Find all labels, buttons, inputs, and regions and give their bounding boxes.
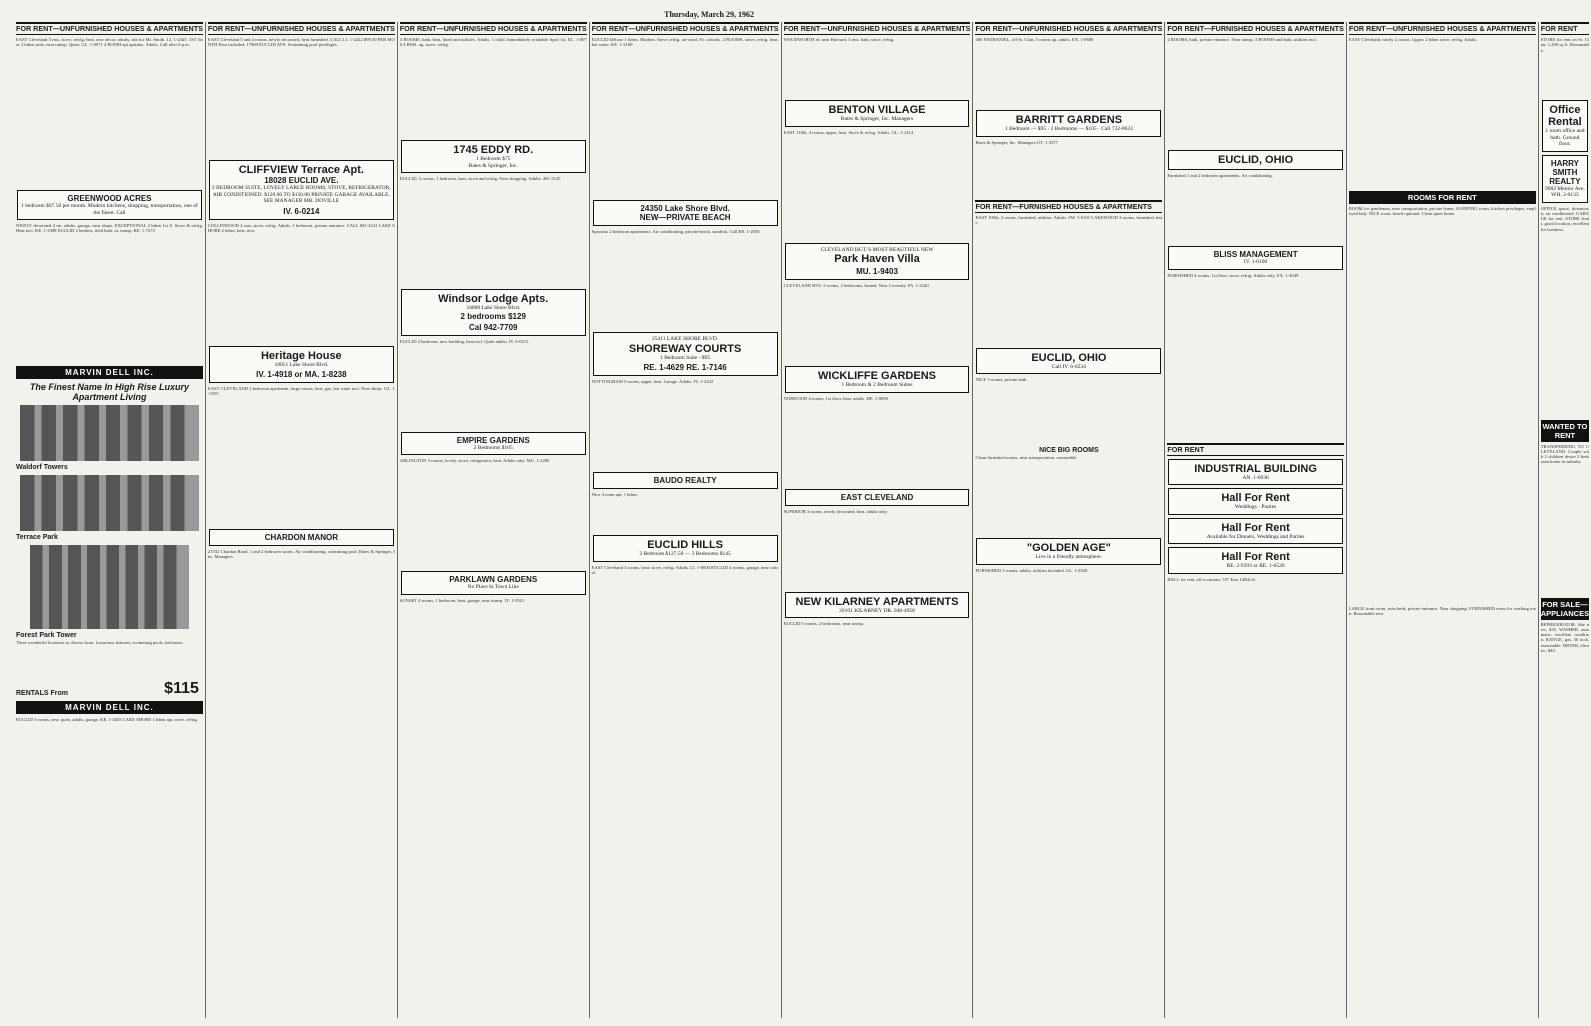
ad-title: CLIFFVIEW Terrace Apt.	[238, 164, 364, 176]
section-header: WANTED TO RENT	[1542, 421, 1588, 440]
listing-text: EUCLID, 3 rooms, 1 bedroom, heat, stove and refrig. Near shopping. Adults. 481-5120	[399, 176, 561, 181]
listing-text: EUCLID Deluxe 1 bdrm. Modern. Stove refrig. air-cond. Nr. schools. 2 ROOMS, stove, refrig. heat, hot water. KE. 1-3100	[591, 37, 779, 48]
listing-text: SUPERIOR 3 rooms, newly decorated, heat, adults only.	[783, 508, 888, 514]
listing-text: TRANSFERRING TO CLEVELAND. Couple with 2 children desire 3 bedroom home in suburbs.	[1540, 443, 1590, 465]
ad-title: EMPIRE GARDENS	[456, 435, 530, 445]
section-header: FOR RENT—FURNISHED HOUSES & APARTMENTS	[975, 200, 1162, 213]
ad-title: BAUDO REALTY	[653, 476, 717, 485]
listing-text: CLEVELAND HTS. 5 rooms, 2 bedrooms, heated. Near Coventry. FA. 1-2240	[783, 283, 929, 288]
ad-title: Windsor Lodge Apts.	[438, 293, 549, 305]
section-header: FOR RENT—UNFURNISHED HOUSES & APARTMENTS	[783, 24, 971, 33]
hall-ad-1: Hall For Rent Weddings · Parties	[1168, 488, 1343, 515]
greenwood-ad: GREENWOOD ACRES 1 bedroom $97.50 per month. Modern kitchens, shopping, transportation, one of the finest. Call	[17, 190, 202, 220]
ad-phone: IV. 6-0214	[283, 206, 320, 216]
windsor-ad	[401, 289, 586, 336]
lakeshore-24350-ad	[593, 200, 778, 226]
listing-text: LARGE front room, twin beds, private entrance. Near shopping. FURNISHED room for working man. Reasonable rent.	[1348, 606, 1536, 617]
park-haven-ad	[785, 243, 970, 281]
ad-title: HARRY SMITH REALTY	[1549, 158, 1581, 186]
listing-text: HALL for rent, all occasions, 537 East 140th St.	[1167, 576, 1257, 582]
ad-phone: Cal 942-7709	[468, 322, 518, 332]
column-8	[1347, 22, 1539, 1018]
ad-phone: IV. 1-4918 or MA. 1-8238	[256, 370, 347, 379]
nice-big-rooms: NICE BIG ROOMS	[1039, 447, 1099, 454]
ad-address: 18051 Lake Shore Blvd.	[274, 361, 329, 368]
ad-manager: SEE MANAGER MR. DOVILLE	[263, 198, 340, 204]
listing-text: EAST Cleveland, nicely 2 rooms. Upper. 2 bdrm stove, refrig. Adults.	[1348, 37, 1478, 42]
ad-title: BENTON VILLAGE	[828, 104, 926, 116]
caption: Waldorf Towers	[16, 464, 68, 471]
ad-address: 34800 Lake Shore Blvd.	[466, 305, 521, 311]
column-1	[14, 22, 206, 1018]
ad-body: 2 BEDROOM SUITE, LOVELY LARGE ROOMS, STOVE, REFRIGERATOR, AIR CONDITIONED. $120.00 TO $130.00 PRIVATE GARAGE AVAILABLE.	[212, 185, 391, 198]
caption: Terrace Park	[16, 534, 58, 541]
listing-text: EUCLID 5 rooms, new, quiet, adults, garage. KE. 1-4455 LAKE SHORE 1 bdrm apt, stove, refrig.	[16, 717, 198, 722]
listing-text: NORWOOD 4 rooms, 1st floor, heat, adults. HE. 1-0090	[783, 395, 888, 401]
ad-price: 1 Bedroom Suite - $95	[660, 354, 711, 361]
listing-text: EAST 118th, 4 rooms, upper, heat. Stove & refrig. Adults. GL. 1-1414	[783, 129, 914, 135]
ad-title: EUCLID HILLS	[647, 539, 723, 551]
ad-title: EUCLID, OHIO	[1031, 351, 1107, 364]
listing-text: FURNISHED 3 rooms, adults, utilities included. GL. 1-2020	[975, 567, 1088, 573]
headline: The Finest Name In High Rise Luxury Apartment Living	[29, 382, 189, 402]
bliss-ad: BLISS MANAGEMENT IV. 1-0100	[1168, 246, 1343, 270]
section-header: FOR RENT—UNFURNISHED HOUSES & APARTMENTS	[399, 24, 587, 33]
rentals-from-price: $115	[164, 680, 199, 697]
rentals-label: RENTALS From	[16, 690, 68, 697]
office-rental-ad: Office Rental 1 room office and bath. Ground floor.	[1542, 100, 1588, 152]
ad-title: BLISS MANAGEMENT	[1213, 250, 1298, 259]
listing-text: Three wonderful locations to choose from. Luxurious features, swimming pools, balconies.	[16, 640, 184, 645]
ad-phone: RE. 1-4629 RE. 1-7146	[643, 363, 727, 372]
ad-title: 1745 EDDY RD.	[453, 144, 534, 156]
ad-phone: MU. 1-9403	[856, 267, 898, 276]
barritt-ad: BARRITT GARDENS 1 Bedroom — $95 · 2 Bedrooms — $105 · Call 732-8633	[976, 110, 1161, 137]
shoreway-ad	[593, 332, 778, 376]
ad-price: 2 bedrooms $129	[460, 311, 526, 321]
ad-title: WICKLIFFE GARDENS	[818, 370, 936, 382]
ad-title: CHARDON MANOR	[264, 533, 338, 542]
harry-smith-ad: HARRY SMITH REALTY 9082 Mentor Ave. WH. 2-0133	[1542, 155, 1588, 203]
heritage-ad	[209, 346, 394, 384]
classified-columns	[14, 22, 1590, 1018]
ad-sub: 1 Bedroom $75	[476, 156, 511, 162]
listing-text: EAST Cleveland 3 rooms, heat, stove, refrig. Adults. LI. 1-6600 EUCLID 4 rooms, garage, near school.	[591, 564, 779, 575]
dateline: Thursday, March 29, 1962	[664, 10, 754, 19]
section-header: FOR RENT—UNFURNISHED HOUSES & APARTMENTS	[207, 24, 395, 33]
ad-title: EAST CLEVELAND	[840, 492, 914, 502]
section-header: FOR RENT—UNFURNISHED HOUSES & APARTMENTS	[591, 24, 779, 33]
section-header: FOR RENT	[1541, 22, 1589, 35]
listing-text: NEWLY decorated 4 rm, adults, garage, near shops. EXCEPTIONAL 2 bdrm 1st fl. Stove & refrig. Heat incl. KE. 1-3388 EUCLID 2 bedrms, tiled bath, nr. transp. RE. 1-7272	[16, 223, 203, 234]
golden-age-ad: "GOLDEN AGE" Live in a friendly atmosphere.	[976, 538, 1161, 565]
wickliffe-ad: WICKLIFFE GARDENS 1 Bedroom & 2 Bedroom Suites	[785, 366, 970, 393]
ad-title: Heritage House	[260, 349, 342, 362]
building-photo	[20, 475, 199, 531]
listing-text: EUCLID 2 bedroom, new building, heat incl. Quiet adults. IV. 6-0213	[399, 338, 529, 344]
ad-title: PARKLAWN GARDENS	[449, 575, 538, 584]
building-photo	[20, 405, 199, 461]
building-photo	[30, 545, 189, 629]
section-header: FOR RENT—UNFURNISHED HOUSES & APARTMENTS	[975, 24, 1163, 33]
hall-ad-3: Hall For Rent RE. 2-9393 or RE. 1-6526	[1168, 547, 1343, 574]
section-header: FOR RENT—UNFURNISHED HOUSES & APARTMENTS	[1348, 24, 1536, 33]
ad-title: Hall For Rent	[1221, 551, 1290, 563]
euclid-hills-ad: EUCLID HILLS 2 Bedroom $127.50 — 3 Bedrooms $145	[593, 535, 778, 562]
listing-text: 400 NATHANIEL, off St. Clair, 5 rooms up, adults. EN. 1-0606	[975, 37, 1094, 42]
ad-title: SHOREWAY COURTS	[628, 342, 742, 355]
listing-text: COLLINWOOD 4 rms, stove, refrig. Adults. 1 bedroom, private entrance. CALL 681-4212 LAKE SHORE 2 bdrm, heat, new.	[207, 222, 395, 233]
marvin-banner: MARVIN DELL INC.	[16, 366, 203, 379]
benton-ad: BENTON VILLAGE Bates & Springer, Inc. Managers	[785, 100, 970, 127]
listing-text: EAST 105th, 2 rooms, furnished, utilities. Adults. SW. 5-0101 LAKEWOOD 3 rooms, furnished, heat.	[975, 214, 1163, 225]
ad-title: Hall For Rent	[1221, 521, 1290, 534]
column-9	[1539, 22, 1591, 1018]
chardon-ad	[209, 529, 394, 546]
section-header: FOR RENT—UNFURNISHED HOUSES & APARTMENTS	[16, 24, 203, 33]
column-5	[782, 22, 974, 1018]
column-4	[590, 22, 782, 1018]
cliffview-ad	[209, 160, 394, 220]
listing-text: WOODWORTH rd. near Harvard, 3 rms. bath, stove, refrig.	[783, 37, 895, 42]
listing-text: 21532 Chardon Road, 1 and 2 bedroom suites. Air conditioning, swimming pool. Bates & Springer, Inc. Managers.	[207, 549, 395, 560]
listing-text: Bates & Springer, Inc. Managers UT. 1-3377	[975, 139, 1058, 145]
ad-title: "GOLDEN AGE"	[1026, 542, 1111, 554]
ad-sub: NEW—PRIVATE BEACH	[639, 213, 731, 222]
ad-title: GREENWOOD ACRES	[67, 194, 152, 203]
column-2	[206, 22, 398, 1018]
euclid-ohio-ad: EUCLID, OHIO Call IV. 6-6234	[976, 348, 1161, 375]
kilarney-ad: NEW KILARNEY APARTMENTS 26101 KILARNEY DR. 946-4958	[785, 592, 970, 619]
ad-title: BARRITT GARDENS	[1015, 114, 1123, 126]
listing-text: FURNISHED 4 rooms, 1st floor, stove, refrig. Adults only. EX. 1-4949	[1167, 272, 1299, 278]
ad-title: 24350 Lake Shore Blvd.	[640, 204, 730, 213]
hall-ad-2: Hall For Rent Available for Dinners, Weddings and Parties	[1168, 518, 1343, 545]
ad-title: Park Haven Villa	[834, 253, 920, 265]
listing-text: 3 ROOMS, bath, heat, lined and utilities. Adults. 1 child. Immediately available April 1st. EL. 1-0070 4 RMS. up, stove, refrig.	[399, 37, 587, 48]
listing-text: 2 ROOMS, bath, private entrance. Near transp. 3 ROOMS and bath, utilities incl.	[1167, 37, 1317, 42]
section-header: FOR RENT—FURNISHED HOUSES & APARTMENTS	[1167, 24, 1344, 33]
industrial-ad: INDUSTRIAL BUILDING AN. 1-0936	[1168, 459, 1343, 486]
listing-text: Spacious 2 bedroom apartments. Air conditioning, private beach, sundeck. Call RE. 1-2050	[591, 229, 760, 234]
listing-text: STORE for rent on St. Clair, 1,200 sq ft. Reasonable.	[1540, 37, 1590, 53]
listing-text: REFRIGERATOR, like new, $35. WASHER, automatic, excellent condition. RANGE, gas, 30 inch, reasonable. DRYER, electric, $40.	[1540, 621, 1590, 653]
euclid-ohio-ad-2	[1168, 150, 1343, 170]
section-header: ROOMS FOR RENT	[1349, 191, 1536, 204]
caption: Forest Park Tower	[16, 632, 77, 639]
listing-text: EUCLID 5 rooms, 2 bedrooms, near transp.	[783, 621, 865, 626]
column-7	[1165, 22, 1347, 1018]
listing-text: NICE 3 rooms, private bath.	[975, 377, 1028, 382]
column-3	[398, 22, 590, 1018]
ad-title: Office Rental	[1548, 104, 1582, 128]
listing-text: NOTTINGHAM 5 rooms, upper, heat. Garage. Adults. IV. 1-3232	[591, 379, 714, 384]
section-header: FOR SALE—APPLIANCES	[1540, 599, 1590, 618]
rentals-price	[16, 680, 203, 698]
listing-text: SUNSET 4 rooms, 1 bedroom, heat, garage, near transp. IV. 1-5521	[399, 597, 525, 603]
eddy-ad	[401, 140, 586, 173]
ad-title: EUCLID, OHIO	[1218, 154, 1294, 166]
listing-text: EAST Cleveland 5 and 4 rooms, newly decorated, heat furnished. CALL LI. 1-2222 $99.50 PER MONTH Four included. 17000 EUCLID AVE. Swimming pool privileges.	[207, 37, 395, 48]
ad-manager: Bates & Springer, Inc.	[468, 162, 518, 169]
column-6	[973, 22, 1165, 1018]
marvin-banner: MARVIN DELL INC.	[16, 701, 203, 714]
section-header: FOR RENT	[1167, 443, 1344, 456]
listing-text: Clean furnished rooms, near transportation, reasonable.	[975, 455, 1078, 460]
listing-text: EAST Cleveland 3 rms, stove, refrig, heat, new decor; adults; ask for Mr. Smith. LI. 1-2345. 1ST floor 2 bdrm suite, near transp. Quiet. GL. 1-0071 4 ROOM apt upstairs. Adults. Call after 6 p.m.	[16, 37, 203, 48]
ad-title: INDUSTRIAL BUILDING	[1194, 462, 1317, 475]
listing-text: ROOM for gentleman, near transportation, private home. SLEEPING room, kitchen privileges, employed lady. NICE room, board optional. Clean quiet home.	[1348, 206, 1536, 217]
ad-head: CLEVELAND HGT.'S MOST BEAUTIFUL NEW	[820, 246, 934, 253]
ad-title: NEW KILARNEY APARTMENTS	[795, 595, 959, 608]
listing-text: ARLINGTON 3 rooms, lovely, stove, refrigerator, heat. Adults only. MU. 1-2200	[399, 458, 550, 463]
empire-ad: EMPIRE GARDENS 2 Bedrooms $105	[401, 432, 586, 456]
listing-text: EAST CLEVELAND 2 bedroom apartment, large rooms, heat, gas, hot water incl. Near shops. GL. 1-5555	[207, 386, 395, 397]
parklawn-ad: PARKLAWN GARDENS No Place In Town Like	[401, 571, 586, 595]
ad-address: 25411 LAKE SHORE BLVD.	[652, 336, 719, 342]
listing-text: Nice 4 room apt, 1 bdrm.	[591, 492, 638, 497]
ad-title: Hall For Rent	[1221, 492, 1290, 504]
baudo-ad	[593, 472, 778, 489]
listing-text: OFFICE space, downtown, air conditioned. GARAGE for rent. STORE front, good location, excellent for business.	[1540, 205, 1590, 232]
ad-address: 18028 EUCLID AVE.	[264, 176, 339, 185]
east-cleveland-ad	[785, 489, 970, 506]
listing-text: Furnished 1 and 2 bedroom apartments. Air conditioning.	[1167, 173, 1273, 178]
